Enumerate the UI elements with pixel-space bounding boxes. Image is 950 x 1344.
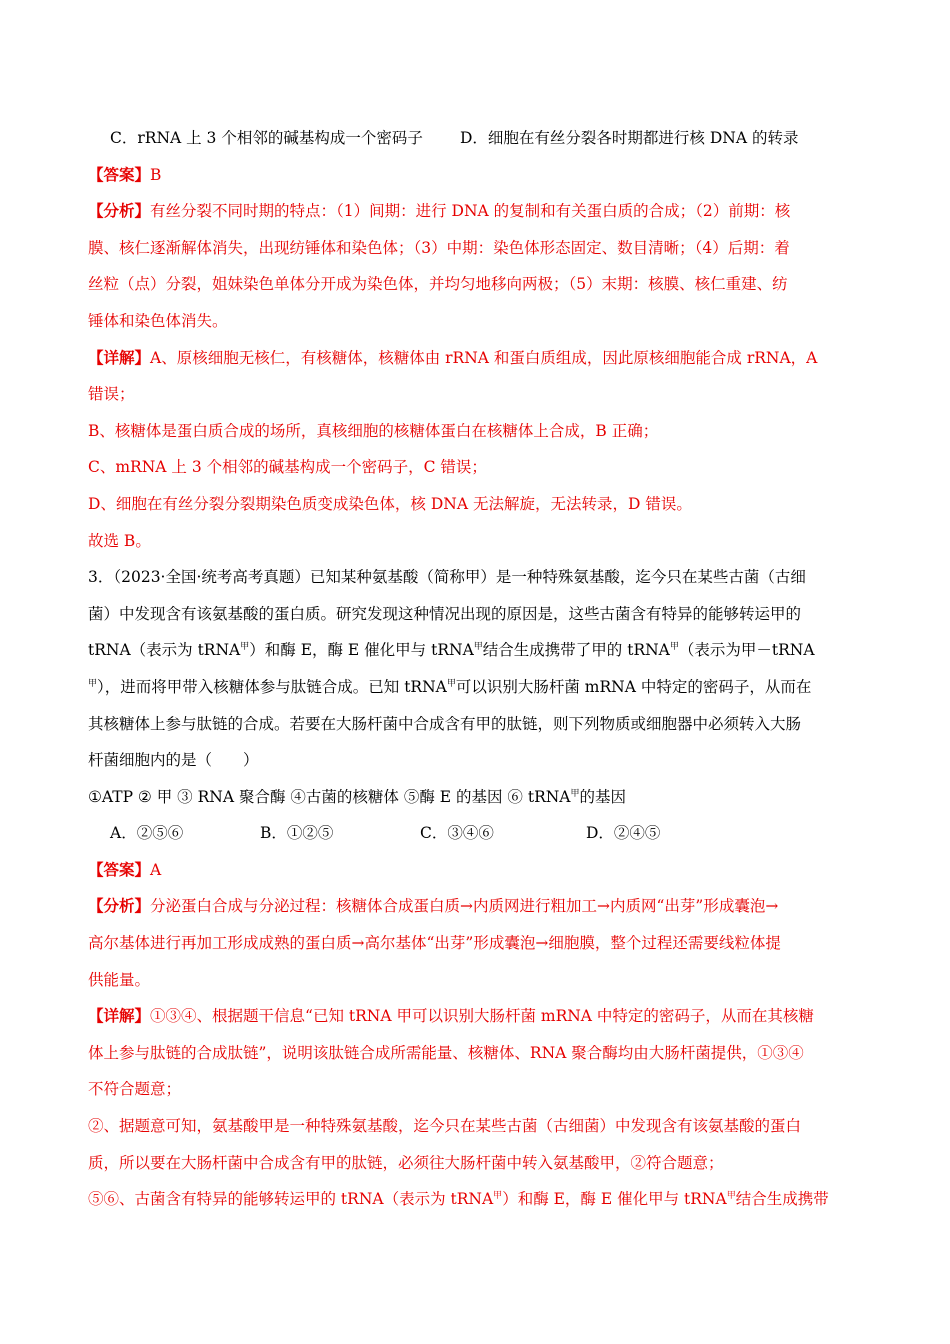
q3-answer	[88, 852, 862, 889]
items-text: 的基因	[579, 787, 627, 806]
stem-text: ）和酶 E，酶 E 催化甲与 tRNA	[249, 641, 474, 660]
q3-detail-line	[88, 1181, 862, 1218]
q3-detail-line: 质，所以要在大肠杆菌中合成含有甲的肽链，必须往大肠杆菌中转入氨基酸甲，②符合题意；	[88, 1153, 724, 1172]
items-text: ①ATP ② 甲 ③ RNA 聚合酶 ④古菌的核糖体 ⑤酶 E 的基因 ⑥ tRNA	[88, 787, 571, 806]
q3-detail-line	[88, 998, 862, 1035]
q3-stem-line: 菌）中发现含有该氨基酸的蛋白质。研究发现这种情况出现的原因是，这些古菌含有特异的能够转运甲的	[88, 604, 802, 623]
q3-stem-line	[88, 669, 862, 706]
q3-analysis-line: 供能量。	[88, 970, 151, 989]
document-page	[88, 120, 862, 1218]
q2-detail-line: D、细胞在有丝分裂分裂期染色质变成染色体，核 DNA 无法解旋，无法转录，D 错误。	[88, 494, 692, 513]
stem-text: （表示为甲－tRNA	[678, 641, 815, 660]
analysis-text: 有丝分裂不同时期的特点：（1）间期：进行 DNA 的复制和有关蛋白质的合成；（2）前期：核	[150, 202, 791, 221]
detail-text: 结合生成携带	[735, 1190, 829, 1209]
q3-option-c: C．③④⑥	[420, 824, 494, 843]
stem-text: tRNA（表示为 tRNA	[88, 641, 241, 660]
superscript-jia: 甲	[726, 1191, 736, 1202]
q2-analysis-line: 丝粒（点）分裂，姐妹染色单体分开成为染色体，并均匀地移向两极；（5）末期：核膜、核仁重建、纺	[88, 275, 788, 294]
analysis-tag: 【分析】	[88, 201, 151, 221]
q3-option-b: B．①②⑤	[260, 824, 334, 843]
q3-detail-line: ②、据题意可知，氨基酸甲是一种特殊氨基酸，迄今只在某些古菌（古细菌）中发现含有该氨基酸的蛋白	[88, 1117, 802, 1136]
superscript-jia: 甲	[570, 788, 580, 799]
stem-text: 可以识别大肠杆菌 mRNA 中特定的密码子，从而在	[455, 677, 812, 696]
q2-analysis-line: 膜、核仁逐渐解体消失，出现纺锤体和染色体；（3）中期：染色体形态固定、数目清晰；（4）后期：着	[88, 238, 790, 257]
q2-detail-line	[88, 340, 862, 377]
q3-option-a: A．②⑤⑥	[110, 824, 184, 843]
q2-option-d: D．细胞在有丝分裂各时期都进行核 DNA 的转录	[460, 129, 799, 147]
q2-detail-line: 故选 B。	[88, 531, 151, 550]
detail-text: ）和酶 E，酶 E 催化甲与 tRNA	[502, 1190, 727, 1209]
q3-analysis-line: 高尔基体进行再加工形成成熟的蛋白质→高尔基体“出芽”形成囊泡→细胞膜，整个过程还需要线粒体提	[88, 934, 781, 953]
q2-detail-line: 错误；	[88, 385, 135, 404]
q2-detail-line: C、mRNA 上 3 个相邻的碱基构成一个密码子，C 错误；	[88, 458, 487, 477]
q3-stem-line: 3．（2023·全国·统考高考真题）已知某种氨基酸（简称甲）是一种特殊氨基酸，迄今只在某些古菌（古细	[88, 568, 806, 587]
q3-stem-line: 杆菌细胞内的是（ ）	[88, 751, 259, 770]
q3-items	[88, 779, 862, 816]
q3-option-d: D．②④⑤	[586, 824, 661, 843]
detail-text: ⑤⑥、古菌含有特异的能够转运甲的 tRNA（表示为 tRNA	[88, 1190, 494, 1209]
superscript-jia: 甲	[88, 678, 98, 689]
superscript-jia: 甲	[240, 642, 250, 653]
q3-analysis-line	[88, 888, 862, 925]
q3-options	[88, 815, 862, 852]
stem-text: 结合生成携带了甲的 tRNA	[482, 641, 670, 660]
answer-value: B	[150, 165, 162, 184]
q2-detail-line: B、核糖体是蛋白质合成的场所，真核细胞的核糖体蛋白在核糖体上合成，B 正确；	[88, 421, 659, 440]
detail-tag: 【详解】	[88, 1006, 151, 1026]
q2-analysis-line	[88, 193, 862, 230]
stem-text: ），进而将甲带入核糖体参与肽链合成。已知 tRNA	[97, 677, 447, 696]
answer-tag: 【答案】	[88, 164, 151, 184]
superscript-jia: 甲	[493, 1191, 503, 1202]
q3-detail-line: 体上参与肽链的合成肽链”，说明该肽链合成所需能量、核糖体、RNA 聚合酶均由大肠杆菌提供，①③④	[88, 1043, 804, 1062]
superscript-jia: 甲	[446, 678, 456, 689]
answer-tag: 【答案】	[88, 859, 151, 879]
answer-value: A	[150, 860, 162, 879]
q3-detail-line: 不符合题意；	[88, 1080, 182, 1099]
superscript-jia: 甲	[669, 642, 679, 653]
q3-stem-line: 其核糖体上参与肽链的合成。若要在大肠杆菌中合成含有甲的肽链，则下列物质或细胞器中必须转入大肠	[88, 714, 802, 733]
q2-answer	[88, 157, 862, 194]
analysis-text: 分泌蛋白合成与分泌过程：核糖体合成蛋白质→内质网进行粗加工→内质网“出芽”形成囊泡→	[150, 897, 779, 916]
q2-option-c: C．rRNA 上 3 个相邻的碱基构成一个密码子	[110, 129, 423, 147]
detail-tag: 【详解】	[88, 347, 151, 367]
detail-text: A、原核细胞无核仁，有核糖体，核糖体由 rRNA 和蛋白质组成，因此原核细胞能合成 rRNA，A	[150, 348, 818, 367]
superscript-jia: 甲	[473, 642, 483, 653]
analysis-tag: 【分析】	[88, 896, 151, 916]
detail-text: ①③④、根据题干信息“已知 tRNA 甲可以识别大肠杆菌 mRNA 中特定的密码子，从而在其核糖	[150, 1007, 814, 1026]
q2-options-cd	[88, 120, 862, 157]
q3-stem-line	[88, 632, 862, 669]
q2-analysis-line: 锤体和染色体消失。	[88, 311, 228, 330]
